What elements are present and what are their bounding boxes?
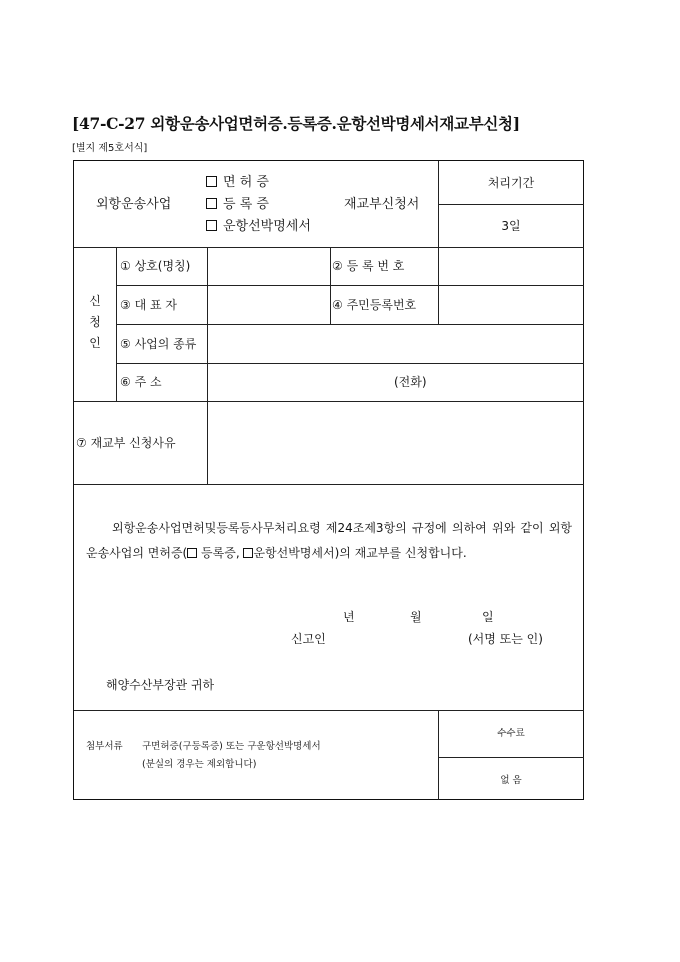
address-label: ⑥ 주 소 <box>120 375 162 389</box>
declaration-text: 외항운송사업면허및등록등사무처리요령 제24조제3항의 규정에 의하여 위와 같이 외항운송사업의 면허증( 등록증, 운항선박명세서)의 재교부를 신청합니다. <box>86 521 572 560</box>
reporter-label: 신고인 <box>291 632 326 646</box>
form-title: [47-C-27 외항운송사업면허증.등록증.운항선박명세서재교부신청] <box>72 114 520 133</box>
checkbox-icon[interactable] <box>243 548 253 558</box>
business-type-heading: 외항운송사업 <box>96 197 172 212</box>
reason-label: ⑦ 재교부 신청사유 <box>76 436 176 450</box>
resident-number-label: ④ 주민등록번호 <box>332 298 417 312</box>
reason-field[interactable] <box>210 404 581 481</box>
business-kind-field[interactable] <box>210 327 581 360</box>
date-year-label: 년 <box>343 610 355 624</box>
recipient-line: 해양수산부장관 귀하 <box>106 678 215 692</box>
option-license[interactable]: 면 허 증 <box>206 176 269 189</box>
form-number: [별지 제5호서식] <box>72 143 148 154</box>
date-day-label: 일 <box>482 610 494 624</box>
date-month-label: 월 <box>410 610 422 624</box>
signature-label: (서명 또는 인) <box>468 632 543 646</box>
applicant-group-label: 신청인 <box>89 294 101 350</box>
representative-field[interactable] <box>210 288 327 321</box>
checkbox-icon[interactable] <box>187 548 197 558</box>
attachments-line-2: (분실의 경우는 제외합니다) <box>142 759 257 770</box>
phone-label: (전화) <box>394 375 427 389</box>
option-registration[interactable]: 등 록 증 <box>206 198 269 211</box>
processing-period-label: 처리기간 <box>487 176 535 190</box>
business-kind-label: ⑤ 사업의 종류 <box>120 337 197 351</box>
trade-name-field[interactable] <box>210 250 327 282</box>
option-vessel-list[interactable]: 운항선박명세서 <box>206 220 311 233</box>
application-form <box>73 160 584 800</box>
processing-period-value: 3일 <box>501 219 521 233</box>
fee-value: 없 음 <box>500 775 522 786</box>
checkbox-icon[interactable] <box>206 220 217 231</box>
attachments-line-1: 구면허증(구등록증) 또는 구운항선박명세서 <box>142 741 321 752</box>
checkbox-icon[interactable] <box>206 176 217 187</box>
fee-label: 수수료 <box>497 728 525 739</box>
registration-number-field[interactable] <box>441 250 581 282</box>
checkbox-icon[interactable] <box>206 198 217 209</box>
application-type-heading: 재교부신청서 <box>344 197 420 212</box>
registration-number-label: ② 등 록 번 호 <box>332 259 405 273</box>
attachments-label: 첨부서류 <box>86 741 123 752</box>
resident-number-field[interactable] <box>441 288 581 321</box>
representative-label: ③ 대 표 자 <box>120 298 177 312</box>
trade-name-label: ① 상호(명칭) <box>120 259 191 273</box>
